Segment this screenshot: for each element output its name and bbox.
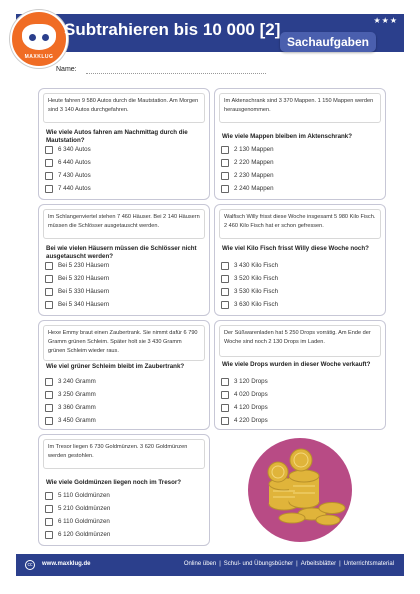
website-link[interactable]: www.maxklug.de <box>42 561 91 567</box>
checkbox[interactable] <box>221 288 229 296</box>
checkbox[interactable] <box>221 391 229 399</box>
answer-option[interactable]: 3 520 Kilo Fisch <box>221 272 278 285</box>
checkbox[interactable] <box>221 159 229 167</box>
maxklug-logo <box>10 10 68 68</box>
task-card <box>214 320 386 430</box>
footer-link-buecher[interactable]: Schul- und Übungsbücher <box>223 561 294 567</box>
footer-separator: | <box>296 561 298 567</box>
creative-commons-icon: cc <box>25 560 35 570</box>
checkbox[interactable] <box>45 404 53 412</box>
checkbox[interactable] <box>221 417 229 425</box>
logo-text: MAXKLUG <box>24 54 54 60</box>
fox-face-icon <box>22 24 56 50</box>
task-story: Walfisch Willy frisst diese Woche insgesamt 5 980 Kilo Fisch. 2 460 Kilo Fisch hat er schon gefressen. <box>219 209 381 239</box>
task-question: Wie viele Drops wurden in dieser Woche verkauft? <box>222 361 371 368</box>
checkbox[interactable] <box>45 262 53 270</box>
task-card <box>38 204 210 316</box>
difficulty-stars: ★★★ <box>373 16 398 25</box>
task-card <box>38 88 210 200</box>
checkbox[interactable] <box>45 492 53 500</box>
checkbox[interactable] <box>221 404 229 412</box>
task-story: Im Schlangenviertel stehen 7 460 Häuser. Bei 2 140 Häusern müssen die Schlösser ausgetauscht werden. <box>43 209 205 239</box>
gold-coins-icon <box>246 436 354 544</box>
checkbox[interactable] <box>45 185 53 193</box>
answer-option[interactable]: Bei 5 230 Häusern <box>45 259 109 272</box>
checkbox[interactable] <box>45 172 53 180</box>
footer-bar <box>16 554 404 576</box>
task-question: Wie viel Kilo Fisch frisst Willy diese Woche noch? <box>222 245 369 252</box>
answer-option[interactable]: 3 450 Gramm <box>45 414 96 427</box>
answer-option[interactable]: 6 110 Goldmünzen <box>45 515 110 528</box>
checkbox[interactable] <box>221 172 229 180</box>
answer-option[interactable]: 6 340 Autos <box>45 143 91 156</box>
task-question: Wie viel grüner Schleim bleibt im Zaubertrank? <box>46 363 185 370</box>
name-line[interactable] <box>86 73 266 74</box>
checkbox[interactable] <box>221 146 229 154</box>
answer-option[interactable]: 5 110 Goldmünzen <box>45 489 110 502</box>
task-question: Wie viele Goldmünzen liegen noch im Tresor? <box>46 479 182 486</box>
checkbox[interactable] <box>45 518 53 526</box>
checkbox[interactable] <box>45 378 53 386</box>
checkbox[interactable] <box>45 146 53 154</box>
answer-option[interactable]: 7 430 Autos <box>45 169 91 182</box>
task-card <box>214 204 386 316</box>
fox-eye-icon <box>29 34 36 41</box>
task-story: Im Aktenschrank sind 3 370 Mappen. 1 150 Mappen werden herausgenommen. <box>219 93 381 123</box>
answer-option[interactable]: 4 020 Drops <box>221 388 268 401</box>
answer-option[interactable]: 3 530 Kilo Fisch <box>221 285 278 298</box>
task-card <box>38 320 210 430</box>
answer-option[interactable]: Bei 5 340 Häusern <box>45 298 109 311</box>
footer-link-unterricht[interactable]: Unterrichtsmaterial <box>343 561 394 567</box>
answer-option[interactable]: 2 130 Mappen <box>221 143 274 156</box>
footer-link-online[interactable]: Online üben <box>183 561 217 567</box>
answer-option[interactable]: 5 210 Goldmünzen <box>45 502 110 515</box>
task-card <box>38 434 210 546</box>
checkbox[interactable] <box>221 185 229 193</box>
checkbox[interactable] <box>221 262 229 270</box>
gold-coins-illustration <box>246 436 354 544</box>
page-title: Subtrahieren bis 10 000 [2] <box>64 20 281 39</box>
task-story: Im Tresor liegen 6 730 Goldmünzen. 3 620 Goldmünzen werden gestohlen. <box>43 439 205 469</box>
answer-option[interactable]: 6 120 Goldmünzen <box>45 528 110 541</box>
name-label: Name: <box>56 66 77 73</box>
category-badge: Sachaufgaben <box>280 32 376 52</box>
task-card <box>214 88 386 200</box>
answer-option[interactable]: Bei 5 320 Häusern <box>45 272 109 285</box>
footer-links <box>184 561 394 567</box>
footer-separator: | <box>219 561 221 567</box>
checkbox[interactable] <box>45 275 53 283</box>
fox-eye-icon <box>42 34 49 41</box>
task-question: Wie viele Mappen bleiben im Aktenschrank? <box>222 133 353 140</box>
checkbox[interactable] <box>45 417 53 425</box>
answer-option[interactable]: 3 360 Gramm <box>45 401 96 414</box>
answer-option[interactable]: 6 440 Autos <box>45 156 91 169</box>
checkbox[interactable] <box>221 378 229 386</box>
checkbox[interactable] <box>221 275 229 283</box>
task-story: Hexe Emmy braut einen Zaubertrank. Sie nimmt dafür 6 790 Gramm grünen Schleim. Später holt sie 3 430 Gramm grünen Schleim wieder raus. <box>43 325 205 361</box>
answer-option[interactable]: 7 440 Autos <box>45 182 91 195</box>
footer-separator: | <box>339 561 341 567</box>
answer-option[interactable]: 3 120 Drops <box>221 375 268 388</box>
answer-option[interactable]: 4 120 Drops <box>221 401 268 414</box>
answer-option[interactable]: 2 240 Mappen <box>221 182 274 195</box>
answer-option[interactable]: 3 250 Gramm <box>45 388 96 401</box>
answer-option[interactable]: 3 430 Kilo Fisch <box>221 259 278 272</box>
footer-link-arbeitsblaetter[interactable]: Arbeitsblätter <box>300 561 337 567</box>
checkbox[interactable] <box>45 159 53 167</box>
checkbox[interactable] <box>45 505 53 513</box>
answer-option[interactable]: 3 630 Kilo Fisch <box>221 298 278 311</box>
answer-option[interactable]: 3 240 Gramm <box>45 375 96 388</box>
answer-option[interactable]: 4 220 Drops <box>221 414 268 427</box>
answer-option[interactable]: 2 220 Mappen <box>221 156 274 169</box>
task-story: Heute fahren 9 580 Autos durch die Mautstation. Am Morgen sind 3 140 Autos durchgefahren. <box>43 93 205 123</box>
answer-option[interactable]: 2 230 Mappen <box>221 169 274 182</box>
checkbox[interactable] <box>45 531 53 539</box>
task-story: Der Süßwarenladen hat 5 250 Drops vorrätig. Am Ende der Woche sind noch 2 130 Drops im Laden. <box>219 325 381 357</box>
task-question: Wie viele Autos fahren am Nachmittag durch die Mautstation? <box>46 129 188 145</box>
task-question: Bei wie vielen Häusern müssen die Schlösser nicht ausgetauscht werden? <box>46 245 197 261</box>
checkbox[interactable] <box>45 301 53 309</box>
checkbox[interactable] <box>45 391 53 399</box>
answer-option[interactable]: Bei 5 330 Häusern <box>45 285 109 298</box>
checkbox[interactable] <box>221 301 229 309</box>
checkbox[interactable] <box>45 288 53 296</box>
